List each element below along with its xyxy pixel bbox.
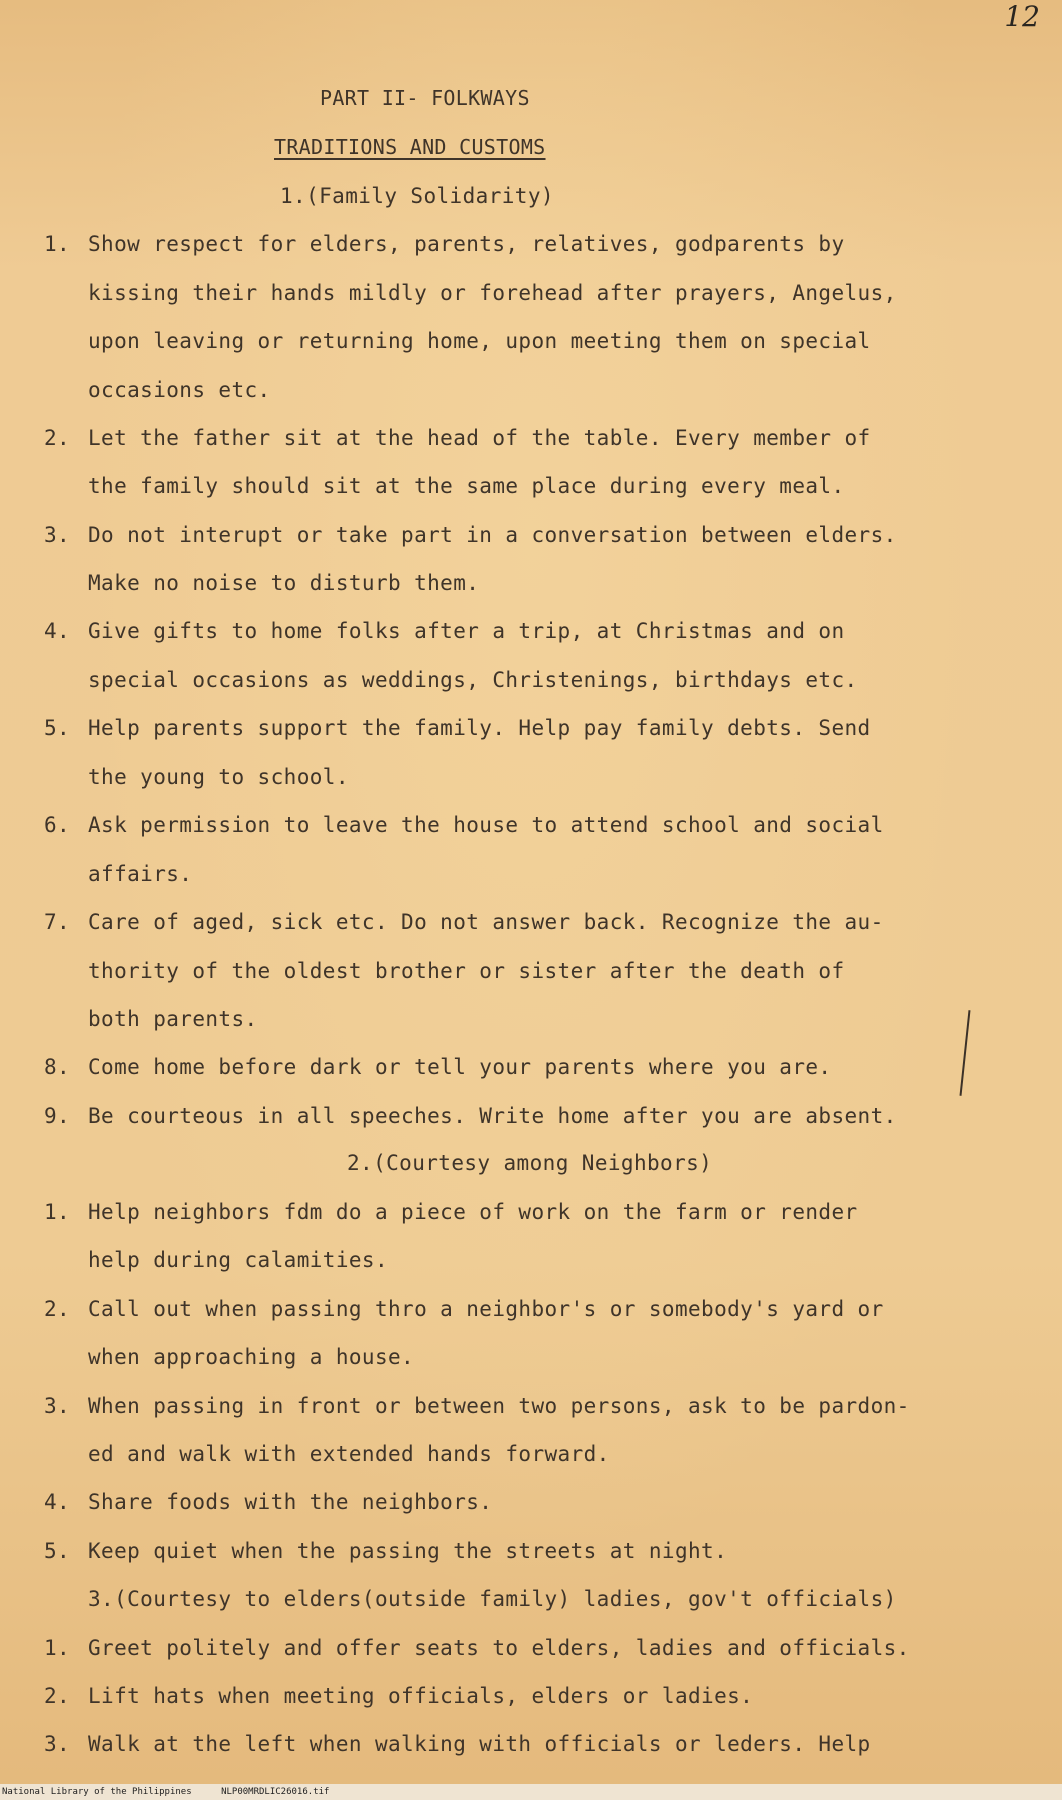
item-line: ed and walk with extended hands forward. <box>88 1442 610 1466</box>
item-line: When passing in front or between two persons, ask to be pardon- <box>88 1394 910 1418</box>
item-line: Walk at the left when walking with officials or leders. Help <box>88 1732 871 1756</box>
item-number: 3. <box>44 1732 71 1756</box>
item-number: 1. <box>44 1200 71 1224</box>
section-heading-courtesy-elders: 3.(Courtesy to elders(outside family) ladies, gov't officials) <box>88 1587 897 1611</box>
item-line: Let the father sit at the head of the table. Every member of <box>88 426 871 450</box>
item-line: thority of the oldest brother or sister after the death of <box>88 959 845 983</box>
item-number: 7. <box>44 910 71 934</box>
item-number: 2. <box>44 1684 71 1708</box>
item-number: 6. <box>44 813 71 837</box>
item-number: 3. <box>44 523 71 547</box>
item-line: Be courteous in all speeches. Write home after you are absent. <box>88 1104 897 1128</box>
item-line: Give gifts to home folks after a trip, at Christmas and on <box>88 619 845 643</box>
item-line: help during calamities. <box>88 1248 388 1272</box>
item-number: 2. <box>44 1297 71 1321</box>
footer-filename: NLP00MRDLIC26016.tif <box>221 1787 330 1797</box>
item-line: Show respect for elders, parents, relatives, godparents by <box>88 232 845 256</box>
item-line: occasions etc. <box>88 378 271 402</box>
section-heading-courtesy-neighbors: 2.(Courtesy among Neighbors) <box>347 1151 713 1175</box>
item-line: upon leaving or returning home, upon meeting them on special <box>88 329 871 353</box>
pen-mark <box>960 1010 971 1096</box>
scan-footer <box>0 1784 1062 1800</box>
section-heading-family-solidarity: 1.(Family Solidarity) <box>280 184 554 208</box>
item-line: Come home before dark or tell your parents where you are. <box>88 1055 832 1079</box>
item-line: Help parents support the family. Help pay family debts. Send <box>88 716 871 740</box>
item-line: when approaching a house. <box>88 1345 415 1369</box>
item-line: the family should sit at the same place during every meal. <box>88 474 845 498</box>
item-number: 1. <box>44 1636 71 1660</box>
item-number: 3. <box>44 1394 71 1418</box>
item-line: affairs. <box>88 862 193 886</box>
item-line: Help neighbors fdm do a piece of work on the farm or render <box>88 1200 858 1224</box>
item-line: Greet politely and offer seats to elders, ladies and officials. <box>88 1636 910 1660</box>
item-number: 8. <box>44 1055 71 1079</box>
page-title: PART II- FOLKWAYS <box>320 86 530 110</box>
item-number: 5. <box>44 716 71 740</box>
item-line: kissing their hands mildly or forehead after prayers, Angelus, <box>88 281 897 305</box>
item-line: Lift hats when meeting officials, elders or ladies. <box>88 1684 754 1708</box>
item-line: Call out when passing thro a neighbor's or somebody's yard or <box>88 1297 884 1321</box>
item-line: special occasions as weddings, Christenings, birthdays etc. <box>88 668 858 692</box>
item-line: Make no noise to disturb them. <box>88 571 480 595</box>
footer-library: National Library of the Philippines <box>2 1787 192 1797</box>
item-line: Share foods with the neighbors. <box>88 1490 493 1514</box>
item-line: the young to school. <box>88 765 349 789</box>
page-number: 12 <box>1004 0 1040 33</box>
item-number: 1. <box>44 232 71 256</box>
item-line: both parents. <box>88 1007 258 1031</box>
item-number: 9. <box>44 1104 71 1128</box>
item-number: 4. <box>44 619 71 643</box>
item-line: Ask permission to leave the house to attend school and social <box>88 813 884 837</box>
page-subtitle: TRADITIONS AND CUSTOMS <box>274 135 546 159</box>
item-number: 2. <box>44 426 71 450</box>
item-line: Do not interupt or take part in a conversation between elders. <box>88 523 897 547</box>
item-number: 5. <box>44 1539 71 1563</box>
item-line: Keep quiet when the passing the streets at night. <box>88 1539 728 1563</box>
item-number: 4. <box>44 1490 71 1514</box>
item-line: Care of aged, sick etc. Do not answer back. Recognize the au- <box>88 910 884 934</box>
